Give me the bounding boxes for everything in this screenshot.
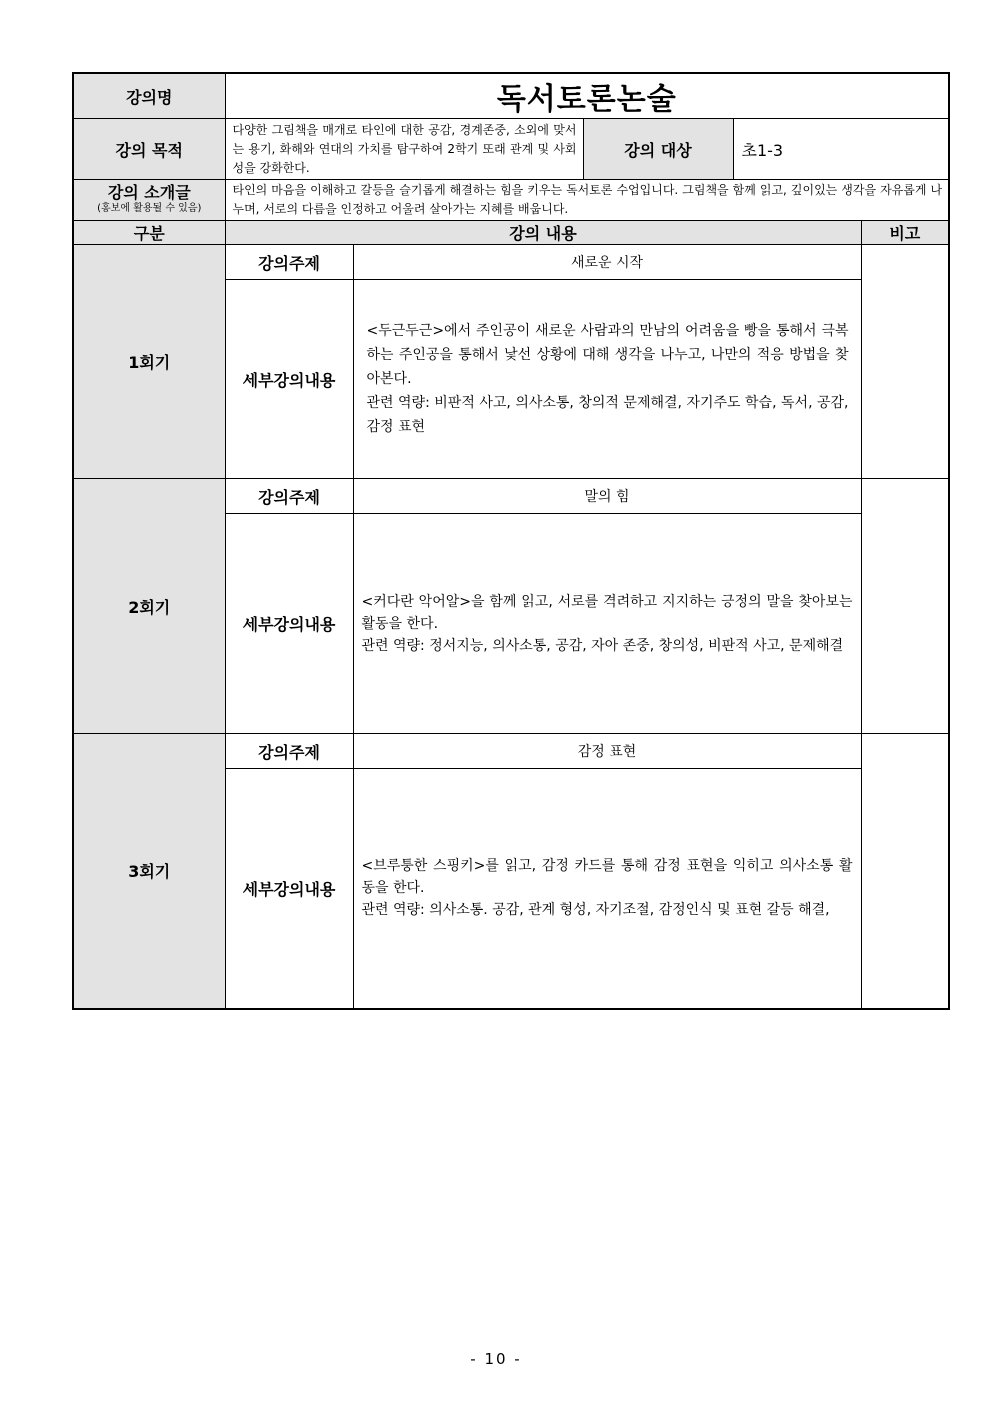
- course-name-row: [73, 73, 949, 119]
- intro-sublabel: (홍보에 활용될 수 있음): [97, 203, 202, 214]
- column-header-row: [73, 221, 949, 245]
- session-3-detail-label: 세부강의내용: [225, 769, 353, 1009]
- session-1-topic-row: [73, 245, 949, 280]
- course-plan-table: [72, 72, 950, 1010]
- session-3-detail-line: <브루퉁한 스핑키>를 읽고, 감정 카드를 통해 감정 표현을 익히고 의사소통 활동을 한다.: [361, 858, 853, 897]
- col-division: 구분: [73, 221, 225, 245]
- session-2-topic-row: [73, 479, 949, 514]
- session-1-detail-line: 관련 역량: 비판적 사고, 의사소통, 창의적 문제해결, 자기주도 학습, 독서, 공감, 감정 표현: [366, 395, 849, 435]
- intro-row: [73, 180, 949, 221]
- session-1-detail: [353, 280, 861, 479]
- purpose-row: [73, 119, 949, 180]
- intro-label: 강의 소개글: [107, 183, 191, 202]
- purpose-text: 다양한 그림책을 매개로 타인에 대한 공감, 경계존중, 소외에 맞서는 용기, 화해와 연대의 가치를 탐구하여 2학기 또래 관계 및 사회성을 강화한다.: [225, 119, 583, 180]
- session-1-name: 1회기: [73, 245, 225, 479]
- session-1-remarks: [861, 245, 949, 479]
- intro-text: 타인의 마음을 이해하고 갈등을 슬기롭게 해결하는 힘을 키우는 독서토론 수업입니다. 그림책을 함께 읽고, 깊이있는 생각을 자유롭게 나누며, 서로의 다름을 인정하고 어울려 살아가는 지혜를 배웁니다.: [225, 180, 949, 221]
- session-1-topic: 새로운 시작: [353, 245, 861, 280]
- session-3-topic: 감정 표현: [353, 734, 861, 769]
- session-2-detail: [353, 514, 861, 734]
- target-label: 강의 대상: [583, 119, 733, 180]
- intro-label-cell: [73, 180, 225, 221]
- session-2-detail-label: 세부강의내용: [225, 514, 353, 734]
- session-2-topic-label: 강의주제: [225, 479, 353, 514]
- course-name-label: 강의명: [73, 73, 225, 119]
- purpose-label: 강의 목적: [73, 119, 225, 180]
- session-3-remarks: [861, 734, 949, 1009]
- page-number: - 10 -: [470, 1350, 522, 1368]
- session-2-name: 2회기: [73, 479, 225, 734]
- session-2-detail-line: <커다란 악어알>을 함께 읽고, 서로를 격려하고 지지하는 긍정의 말을 찾아보는 활동을 한다.: [361, 593, 853, 632]
- session-2-remarks: [861, 479, 949, 734]
- session-1-detail-line: <두근두근>에서 주인공이 새로운 사람과의 만남의 어려움을 빵을 통해서 극복하는 주인공을 통해서 낯선 상황에 대해 생각을 나누고, 나만의 적응 방법을 찾아본다.: [366, 323, 849, 387]
- session-3-name: 3회기: [73, 734, 225, 1009]
- course-name: 독서토론논술: [225, 73, 949, 119]
- session-1-detail-label: 세부강의내용: [225, 280, 353, 479]
- session-3-topic-label: 강의주제: [225, 734, 353, 769]
- target-value: 초1-3: [733, 119, 949, 180]
- session-3-topic-row: [73, 734, 949, 769]
- col-content: 강의 내용: [225, 221, 861, 245]
- session-2-detail-line: 관련 역량: 정서지능, 의사소통, 공감, 자아 존중, 창의성, 비판적 사고, 문제해결: [361, 637, 844, 654]
- col-remarks: 비고: [861, 221, 949, 245]
- session-1-topic-label: 강의주제: [225, 245, 353, 280]
- session-2-topic: 말의 힘: [353, 479, 861, 514]
- session-3-detail: [353, 769, 861, 1009]
- session-3-detail-line: 관련 역량: 의사소통. 공감, 관계 형성, 자기조절, 감정인식 및 표현 갈등 해결,: [361, 902, 830, 919]
